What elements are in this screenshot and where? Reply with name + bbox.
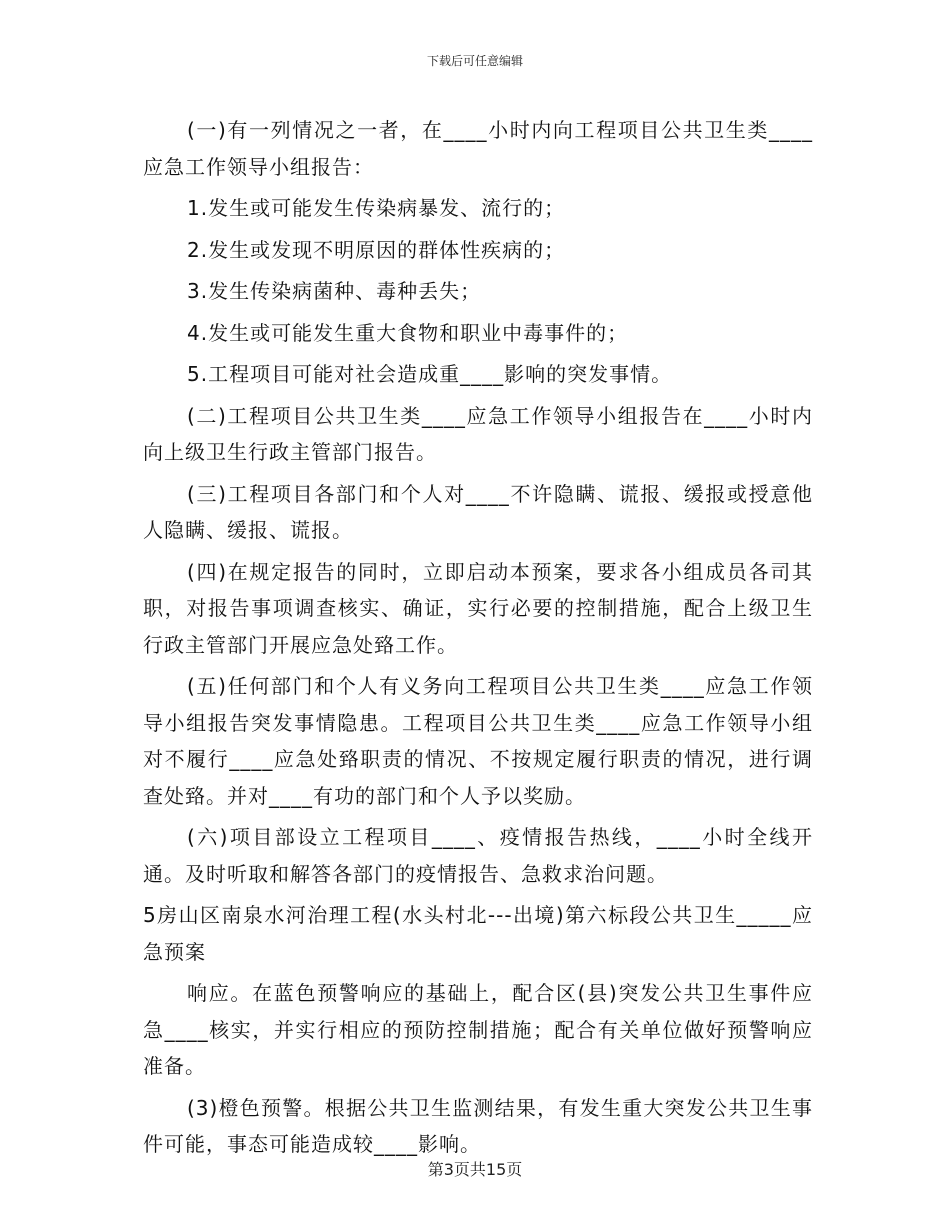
document-body <box>143 112 813 1168</box>
list-item: 3.发生传染病菌种、毒种丢失； <box>187 279 482 303</box>
page-header: 下载后可任意编辑 <box>426 54 523 68</box>
list-item: 2.发生或发现不明原因的群体性疾病的； <box>187 237 566 262</box>
list-item: 4.发生或可能发生重大食物和职业中毒事件的； <box>187 320 629 345</box>
paragraph: (四)在规定报告的同时，立即启动本预案，要求各小组成员各司其职，对报告事项调查核实、确证，实行必要的控制措施，配合上级卫生行政主管部门开展应急处臵工作。 <box>143 559 813 657</box>
paragraph: (五)任何部门和个人有义务向工程项目公共卫生类____应急工作领导小组报告突发事情隐患。工程项目公共卫生类____应急工作领导小组对不履行____应急处臵职责的情况、不按规定履行职责的情况，进行调查处臵。并对____有功的部门和个人予以奖励。 <box>143 674 813 808</box>
list-item: 1.发生或可能发生传染病暴发、流行的； <box>187 196 566 220</box>
paragraph: (二)工程项目公共卫生类____应急工作领导小组报告在____小时内向上级卫生行政主管部门报告。 <box>143 403 813 464</box>
paragraph: 响应。在蓝色预警响应的基础上，配合区(县)突发公共卫生事件应急____核实，并实行相应的预防控制措施；配合有关单位做好预警响应准备。 <box>143 981 813 1078</box>
section-heading: 5房山区南泉水河治理工程(水头村北---出境)第六标段公共卫生_____应急预案 <box>143 903 813 964</box>
page-number: 第3页共15页 <box>427 1160 523 1179</box>
paragraph: (三)工程项目各部门和个人对____不许隐瞒、谎报、缓报或授意他人隐瞒、缓报、谎报。 <box>143 481 813 542</box>
paragraph: (六)项目部设立工程项目____、疫情报告热线，____小时全线开通。及时听取和解答各部门的疫情报告、急救求治问题。 <box>143 825 813 886</box>
paragraph: (一)有一列情况之一者，在____小时内向工程项目公共卫生类____应急工作领导小组报告： <box>143 118 813 179</box>
list-item: 5.工程项目可能对社会造成重____影响的突发事情。 <box>187 362 673 386</box>
paragraph: (3)橙色预警。根据公共卫生监测结果，有发生重大突发公共卫生事件可能，事态可能造成较____影响。 <box>143 1095 813 1156</box>
